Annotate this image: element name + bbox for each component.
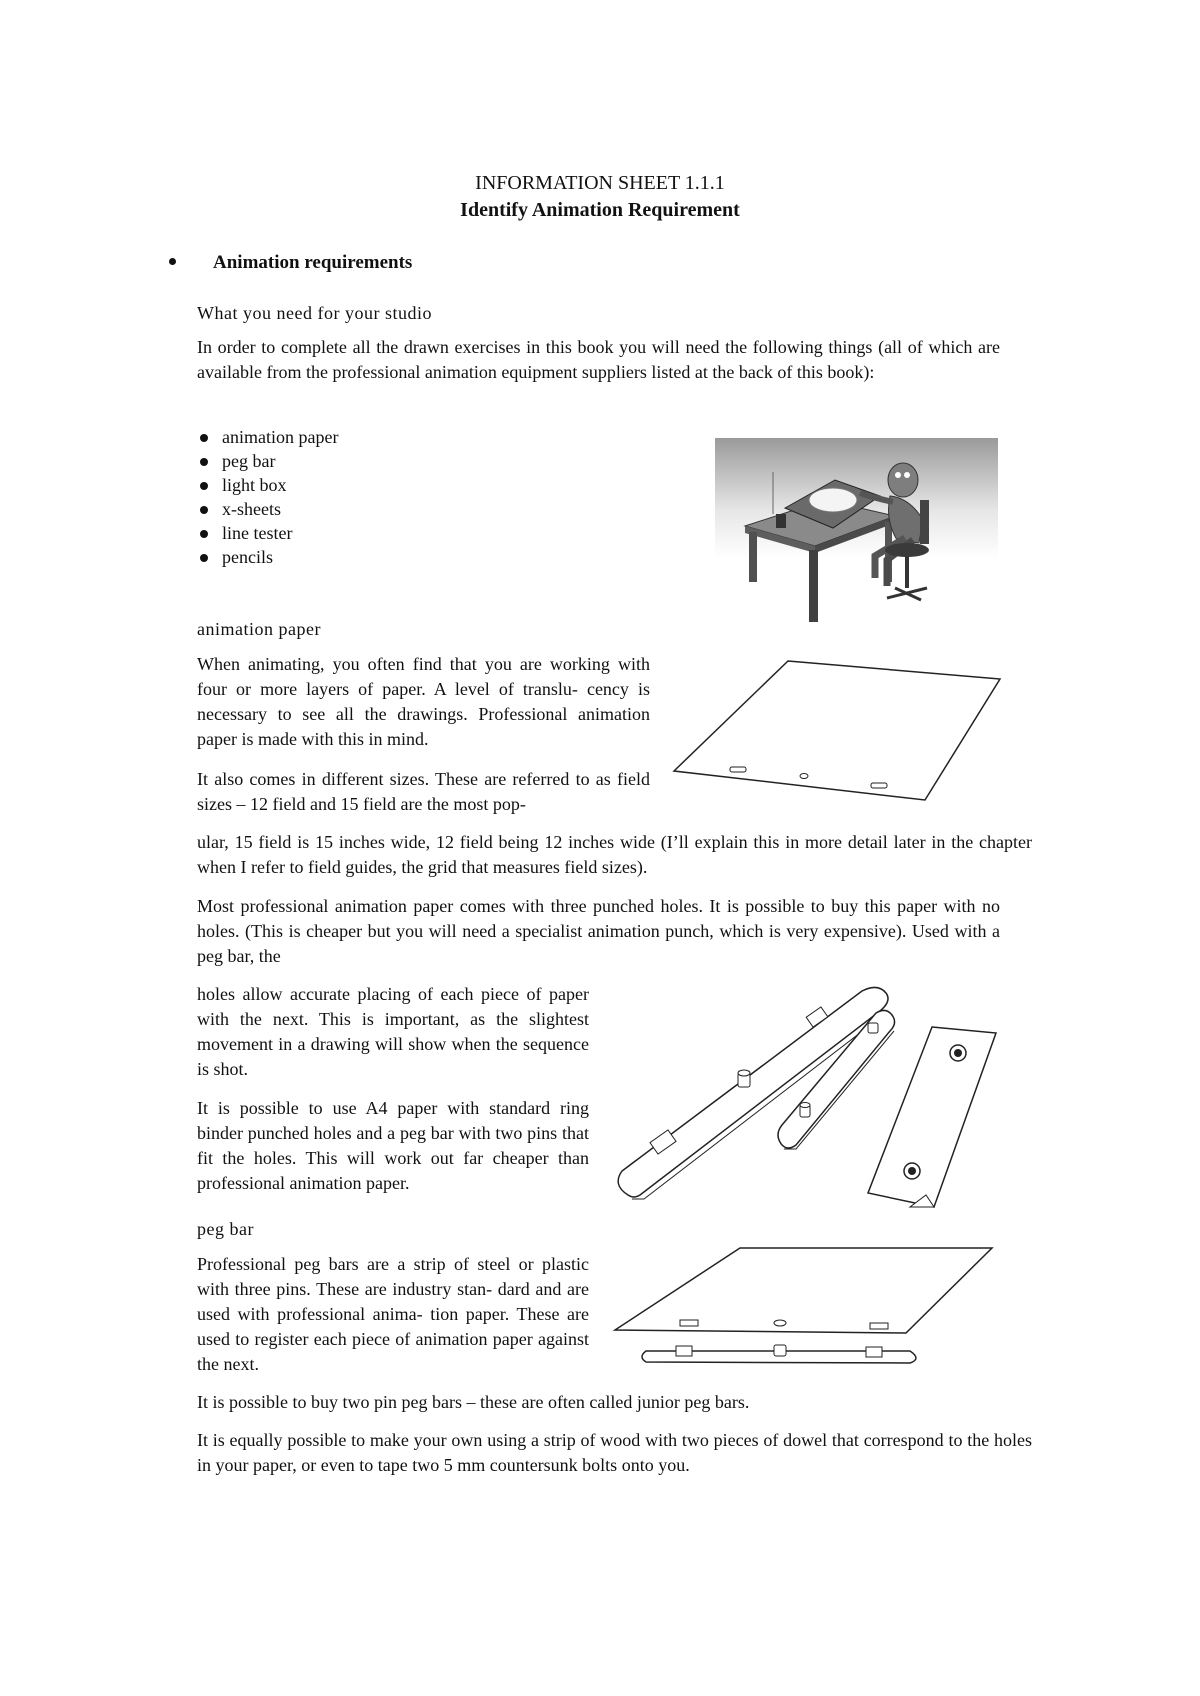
section-bullet — [169, 258, 176, 265]
diy-peg-bar-paragraph: It is equally possible to make your own using a strip of wood with two pieces of dowel that correspond to the holes in your paper, or even to tape two 5 mm countersunk bolts onto you. — [197, 1430, 1032, 1475]
animation-paper-sheet-illustration — [668, 658, 1003, 803]
peg-bar-subheading: peg bar — [197, 1219, 254, 1239]
peg-bar-paragraph: Professional peg bars are a strip of steel or plastic with three pins. These are industry stan- dard and are used with professional anima- tion paper. These are used to register each piece of animation paper against the next. — [197, 1254, 589, 1374]
list-item: x-sheets — [200, 497, 338, 521]
paper-sizes-paragraph-start: It also comes in different sizes. These are referred to as field sizes – 12 field and 15 field are the most pop- — [197, 769, 650, 814]
list-item: light box — [200, 473, 338, 497]
peg-bars-illustration — [610, 985, 1005, 1213]
section-heading: Animation requirements — [213, 252, 413, 273]
list-item: peg bar — [200, 449, 338, 473]
list-item: animation paper — [200, 425, 338, 449]
paper-sizes-paragraph-end: ular, 15 field is 15 inches wide, 12 field being 12 inches wide (I’ll explain this in more detail later in the chapter when I refer to field guides, the grid that measures field sizes). — [197, 832, 1032, 877]
list-item: line tester — [200, 521, 338, 545]
junior-peg-bar-paragraph: It is possible to buy two pin peg bars – these are often called junior peg bars. — [197, 1392, 750, 1412]
sheet-subtitle: Identify Animation Requirement — [460, 199, 740, 221]
holes-placement-paragraph: holes allow accurate placing of each piece of paper with the next. This is important, as the slightest movement in a drawing will show when the sequence is shot. — [197, 984, 589, 1079]
studio-subheading: What you need for your studio — [197, 303, 432, 323]
punched-holes-paragraph: Most professional animation paper comes with three punched holes. It is possible to buy this paper with no holes. (This is cheaper but you will need a specialist animation punch, which is very expensive). Used with a peg bar, the — [197, 896, 1000, 966]
intro-paragraph: In order to complete all the drawn exercises in this book you will need the following things (all of which are available from the professional animation equipment suppliers listed at the back of this book): — [197, 337, 1000, 382]
requirements-list — [200, 425, 338, 569]
sheet-title: INFORMATION SHEET 1.1.1 — [475, 172, 725, 194]
animation-paper-paragraph: When animating, you often find that you are working with four or more layers of paper. A level of translu- cency is necessary to see all the drawings. Professional animation paper is made with this in mind. — [197, 654, 650, 749]
animator-at-desk-illustration — [715, 438, 998, 635]
a4-paper-paragraph: It is possible to use A4 paper with standard ring binder punched holes and a peg bar with two pins that fit the holes. This will work out far cheaper than professional animation paper. — [197, 1098, 589, 1193]
animation-paper-subheading: animation paper — [197, 619, 321, 639]
list-item: pencils — [200, 545, 338, 569]
paper-on-peg-bar-illustration — [610, 1245, 995, 1370]
